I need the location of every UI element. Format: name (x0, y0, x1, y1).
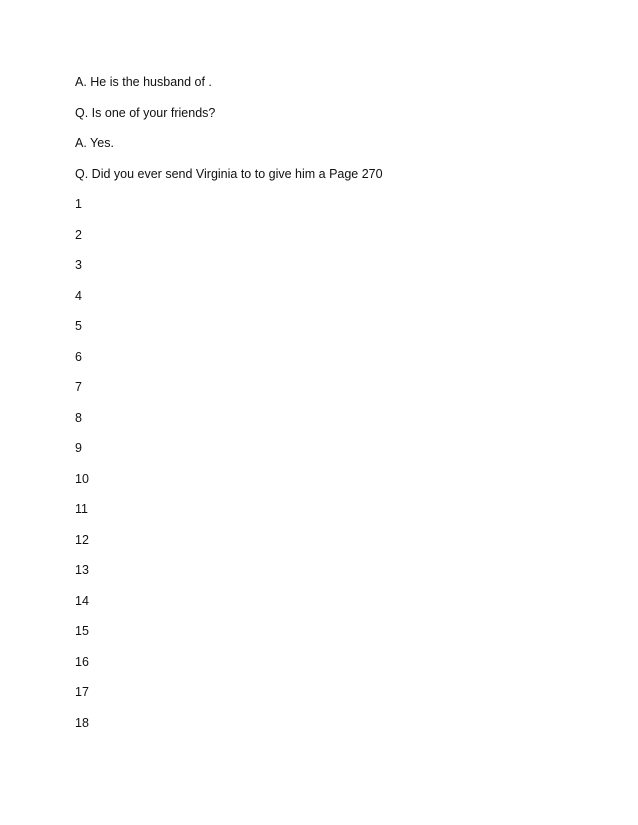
line-number: 6 (75, 349, 82, 364)
line-number: 4 (75, 288, 82, 303)
line-number: 5 (75, 319, 82, 333)
transcript-line: Q. Did you ever send Virginia to to give him a Page 270 (75, 166, 383, 181)
line-number: 2 (75, 227, 82, 242)
line-number: 16 (75, 654, 89, 669)
transcript-line: Q. Is one of your friends? (75, 105, 216, 120)
line-number: 13 (75, 563, 89, 577)
line-number: 17 (75, 685, 89, 699)
line-number: 18 (75, 715, 89, 730)
transcript-line: A. Yes. (75, 136, 114, 150)
transcript-text (75, 74, 595, 745)
line-number: 10 (75, 471, 89, 486)
line-number: 7 (75, 380, 82, 394)
line-number: 9 (75, 441, 82, 455)
line-number: 15 (75, 624, 89, 638)
transcript-line: A. He is the husband of . (75, 75, 212, 89)
line-number: 11 (75, 502, 88, 516)
line-number: 12 (75, 532, 89, 547)
line-number: 14 (75, 593, 89, 608)
line-number: 3 (75, 258, 82, 272)
line-number: 1 (75, 197, 82, 211)
line-number: 8 (75, 410, 82, 425)
